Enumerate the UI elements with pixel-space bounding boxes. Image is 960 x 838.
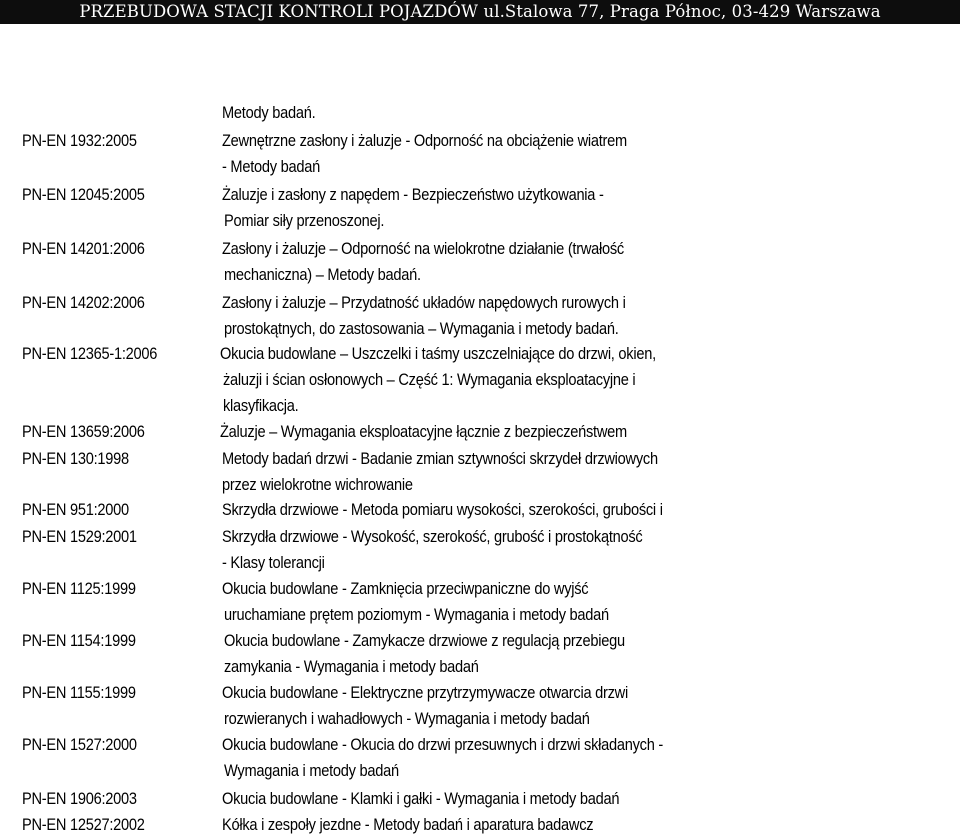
standard-description-line: Skrzydła drzwiowe - Metoda pomiaru wysokości, szerokości, grubości i [222,500,663,519]
standard-description-line: uruchamiane prętem poziomym - Wymagania i metody badań [224,605,609,624]
standard-code: PN-EN 13659:2006 [22,422,145,441]
standard-code: PN-EN 1155:1999 [22,683,136,702]
standard-description-line: przez wielokrotne wichrowanie [222,475,413,494]
standard-description-line: Okucia budowlane - Klamki i gałki - Wymagania i metody badań [222,789,620,808]
standard-code: PN-EN 1527:2000 [22,735,137,754]
standard-code: PN-EN 951:2000 [22,500,129,519]
standard-description-line: Okucia budowlane - Zamykacze drzwiowe z regulacją przebiegu [224,631,625,650]
standard-description-line: Zewnętrzne zasłony i żaluzje - Odporność na obciążenie wiatrem [222,131,627,150]
standard-description-line: zamykania - Wymagania i metody badań [224,657,479,676]
standard-description-line: rozwieranych i wahadłowych - Wymagania i metody badań [224,709,590,728]
standard-code: PN-EN 1154:1999 [22,631,136,650]
standard-description-line: - Klasy tolerancji [222,553,325,572]
standard-description-line: Zasłony i żaluzje – Przydatność układów napędowych rurowych i [222,293,626,312]
standard-description-line: Metody badań. [222,103,316,122]
standard-description-line: Okucia budowlane - Elektryczne przytrzymywacze otwarcia drzwi [222,683,628,702]
standard-code: PN-EN 130:1998 [22,449,129,468]
standard-description-line: - Metody badań [222,157,320,176]
standard-description-line: prostokątnych, do zastosowania – Wymagania i metody badań. [224,319,619,338]
standard-description-line: Żaluzje i zasłony z napędem - Bezpieczeństwo użytkowania - [222,185,604,204]
standard-description-line: Pomiar siły przenoszonej. [224,211,385,230]
standard-description-line: Wymagania i metody badań [224,761,399,780]
standard-code: PN-EN 1906:2003 [22,789,137,808]
standard-description-line: Skrzydła drzwiowe - Wysokość, szerokość, grubość i prostokątność [222,527,643,546]
standard-description-line: żaluzji i ścian osłonowych – Część 1: Wymagania eksploatacyjne i [223,370,636,389]
standard-code: PN-EN 1125:1999 [22,579,136,598]
standard-description-line: Żaluzje – Wymagania eksploatacyjne łącznie z bezpieczeństwem [220,422,627,441]
standard-code: PN-EN 1932:2005 [22,131,137,150]
standard-description-line: Okucia budowlane - Zamknięcia przeciwpaniczne do wyjść [222,579,589,598]
standard-description-line: Okucia budowlane - Okucia do drzwi przesuwnych i drzwi składanych - [222,735,664,754]
standard-code: PN-EN 1529:2001 [22,527,137,546]
standard-code: PN-EN 12365-1:2006 [22,344,158,363]
standard-code: PN-EN 12527:2002 [22,815,145,834]
standard-code: PN-EN 14201:2006 [22,239,145,258]
standard-description-line: Kółka i zespoły jezdne - Metody badań i aparatura badawcz [222,815,594,834]
standard-description-line: Zasłony i żaluzje – Odporność na wielokrotne działanie (trwałość [222,239,624,258]
standard-description-line: Okucia budowlane – Uszczelki i taśmy uszczelniające do drzwi, okien, [220,344,656,363]
standard-code: PN-EN 14202:2006 [22,293,145,312]
standard-description-line: Metody badań drzwi - Badanie zmian sztywności skrzydeł drzwiowych [222,449,658,468]
standard-description-line: mechaniczna) – Metody badań. [224,265,421,284]
standard-description-line: klasyfikacja. [223,396,299,415]
document-header: PRZEBUDOWA STACJI KONTROLI POJAZDÓW ul.Stalowa 77, Praga Północ, 03-429 Warszawa [0,0,960,24]
standard-code: PN-EN 12045:2005 [22,185,145,204]
